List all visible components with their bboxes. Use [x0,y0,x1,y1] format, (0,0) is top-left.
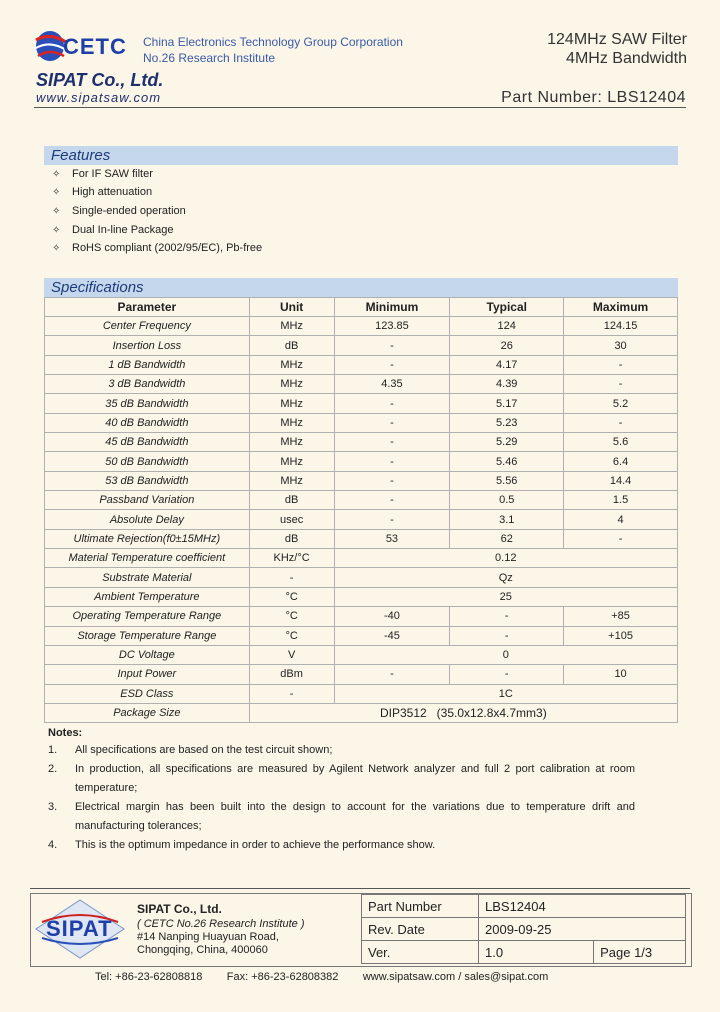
footer-part-label: Part Number [362,895,479,918]
max-cell: +105 [564,626,678,645]
table-row [45,413,678,432]
note-item [48,760,638,798]
min-cell: -40 [334,607,450,626]
unit-cell: dBm [249,665,334,684]
param-cell: Input Power [45,665,250,684]
col-header-typical: Typical [450,298,564,317]
param-cell: Ultimate Rejection(f0±15MHz) [45,529,250,548]
table-row [45,394,678,413]
min-cell: 123.85 [334,317,450,336]
bullet-icon: ✧ [52,187,61,198]
unit-cell: °C [249,607,334,626]
param-cell: Absolute Delay [45,510,250,529]
min-cell: - [334,336,450,355]
param-cell: DC Voltage [45,645,250,664]
unit-cell: dB [249,529,334,548]
max-cell: 5.2 [564,394,678,413]
product-subtitle: 4MHz Bandwidth [566,50,687,67]
footer-divider [30,888,690,889]
table-row [45,510,678,529]
unit-cell: dB [249,491,334,510]
value-cell: 0.12 [334,549,677,568]
bullet-icon: ✧ [52,225,61,236]
table-row [45,491,678,510]
company-name: SIPAT Co., Ltd. [36,70,164,90]
feature-item [52,168,153,180]
min-cell: - [334,413,450,432]
typ-cell: 3.1 [450,510,564,529]
max-cell: 1.5 [564,491,678,510]
unit-cell: MHz [249,433,334,452]
table-row [45,568,678,587]
max-cell: +85 [564,607,678,626]
features-header-bar [44,146,678,165]
unit-cell: °C [249,587,334,606]
max-cell: - [564,529,678,548]
feature-item [52,205,186,217]
note-item [48,836,638,855]
note-text: All specifications are based on the test circuit shown; [75,744,333,756]
param-cell: Storage Temperature Range [45,626,250,645]
footer-address-2: Chongqing, China, 400060 [137,944,268,956]
features-title: Features [51,147,111,164]
unit-cell: MHz [249,452,334,471]
typ-cell: - [450,626,564,645]
notes-title: Notes: [48,727,83,739]
unit-cell: MHz [249,413,334,432]
param-cell: Package Size [45,703,250,722]
unit-cell: KHz/°C [249,549,334,568]
min-cell: - [334,491,450,510]
unit-cell: - [249,568,334,587]
param-cell: 53 dB Bandwidth [45,471,250,490]
footer-rev-label: Rev. Date [362,918,479,941]
param-cell: 3 dB Bandwidth [45,375,250,394]
param-cell: 1 dB Bandwidth [45,355,250,374]
min-cell: - [334,510,450,529]
max-cell: 10 [564,665,678,684]
param-cell: Material Temperature coefficient [45,549,250,568]
min-cell: 4.35 [334,375,450,394]
typ-cell: 5.29 [450,433,564,452]
param-cell: ESD Class [45,684,250,703]
part-number: Part Number: LBS12404 [501,89,686,106]
feature-item [52,186,152,198]
footer-page: Page 1/3 [594,941,686,964]
value-cell: 0 [334,645,677,664]
max-cell: - [564,375,678,394]
table-row [45,375,678,394]
table-row [45,433,678,452]
unit-cell: MHz [249,375,334,394]
max-cell: 14.4 [564,471,678,490]
param-cell: Center Frequency [45,317,250,336]
typ-cell: 0.5 [450,491,564,510]
min-cell: -45 [334,626,450,645]
table-row [45,529,678,548]
max-cell: - [564,413,678,432]
note-number: 2. [48,763,58,775]
table-row [45,355,678,374]
table-row [45,703,678,722]
typ-cell: 62 [450,529,564,548]
feature-text: Dual In-line Package [72,224,174,236]
org-institute: No.26 Research Institute [143,51,276,65]
website-link[interactable]: www.sipatsaw.com [36,90,162,105]
unit-cell: MHz [249,355,334,374]
typ-cell: 4.39 [450,375,564,394]
param-cell: Insertion Loss [45,336,250,355]
col-header-parameter: Parameter [45,298,250,317]
note-number: 1. [48,744,58,756]
note-text: This is the optimum impedance in order to achieve the performance show. [75,839,436,851]
footer-contact: Tel: +86-23-62808818 Fax: +86-23-62808382 www.sipatsaw.com / sales@sipat.com [95,971,549,983]
typ-cell: - [450,607,564,626]
min-cell: - [334,355,450,374]
unit-cell: MHz [249,394,334,413]
bullet-icon: ✧ [52,169,61,180]
sipat-logo-text: SIPAT [46,916,113,941]
param-cell: Operating Temperature Range [45,607,250,626]
table-row [45,684,678,703]
typ-cell: - [450,665,564,684]
note-number: 4. [48,839,58,851]
min-cell: - [334,665,450,684]
typ-cell: 26 [450,336,564,355]
table-row [45,549,678,568]
col-header-minimum: Minimum [334,298,450,317]
feature-text: For IF SAW filter [72,168,153,180]
unit-cell: MHz [249,317,334,336]
package-size-cell: DIP3512 (35.0x12.8x4.7mm3) [249,703,677,722]
note-text: Electrical margin has been built into the design to account for the variations due to temperature drift and manufacturing tolerances; [75,801,635,832]
table-row [45,452,678,471]
table-header-row [45,298,678,317]
bullet-icon: ✧ [52,243,61,254]
table-row [45,645,678,664]
org-name: China Electronics Technology Group Corporation [143,35,403,49]
table-row [45,317,678,336]
value-cell: Qz [334,568,677,587]
value-cell: 25 [334,587,677,606]
table-row [45,587,678,606]
footer-ver-label: Ver. [362,941,479,964]
product-title: 124MHz SAW Filter [547,31,687,48]
cetc-logo-text: CETC [63,34,127,59]
max-cell: 5.6 [564,433,678,452]
param-cell: 45 dB Bandwidth [45,433,250,452]
param-cell: Substrate Material [45,568,250,587]
max-cell: 4 [564,510,678,529]
typ-cell: 5.56 [450,471,564,490]
min-cell: - [334,394,450,413]
unit-cell: usec [249,510,334,529]
max-cell: 30 [564,336,678,355]
min-cell: 53 [334,529,450,548]
note-text: In production, all specifications are measured by Agilent Network analyzer and full 2 port calibration at room temperature; [75,763,635,794]
note-item [48,798,638,836]
param-cell: 40 dB Bandwidth [45,413,250,432]
header-divider [34,107,686,108]
table-row [45,665,678,684]
feature-item [52,224,174,236]
typ-cell: 5.46 [450,452,564,471]
footer-ver-value: 1.0 [479,941,594,964]
footer-part-value: LBS12404 [479,895,686,918]
max-cell: - [564,355,678,374]
unit-cell: MHz [249,471,334,490]
footer-info-table [361,894,686,964]
table-row [45,336,678,355]
min-cell: - [334,471,450,490]
feature-text: Single-ended operation [72,205,186,217]
feature-text: RoHS compliant (2002/95/EC), Pb-free [72,242,263,254]
table-row [45,626,678,645]
param-cell: 50 dB Bandwidth [45,452,250,471]
bullet-icon: ✧ [52,206,61,217]
footer-rev-value: 2009-09-25 [479,918,686,941]
max-cell: 6.4 [564,452,678,471]
typ-cell: 4.17 [450,355,564,374]
typ-cell: 124 [450,317,564,336]
unit-cell: dB [249,336,334,355]
feature-item [52,242,262,254]
min-cell: - [334,452,450,471]
unit-cell: - [249,684,334,703]
note-item [48,741,638,760]
feature-text: High attenuation [72,186,153,198]
specs-title: Specifications [51,279,144,296]
footer-address-1: #14 Nanping Huayuan Road, [137,931,279,943]
max-cell: 124.15 [564,317,678,336]
unit-cell: V [249,645,334,664]
col-header-maximum: Maximum [564,298,678,317]
unit-cell: °C [249,626,334,645]
note-number: 3. [48,801,58,813]
param-cell: Ambient Temperature [45,587,250,606]
param-cell: Passband Variation [45,491,250,510]
footer-company: SIPAT Co., Ltd. [137,902,222,916]
col-header-unit: Unit [249,298,334,317]
param-cell: 35 dB Bandwidth [45,394,250,413]
typ-cell: 5.23 [450,413,564,432]
typ-cell: 5.17 [450,394,564,413]
min-cell: - [334,433,450,452]
value-cell: 1C [334,684,677,703]
table-row [45,471,678,490]
specifications-table [44,297,678,723]
footer-institute: ( CETC No.26 Research Institute ) [137,918,305,930]
table-row [45,607,678,626]
